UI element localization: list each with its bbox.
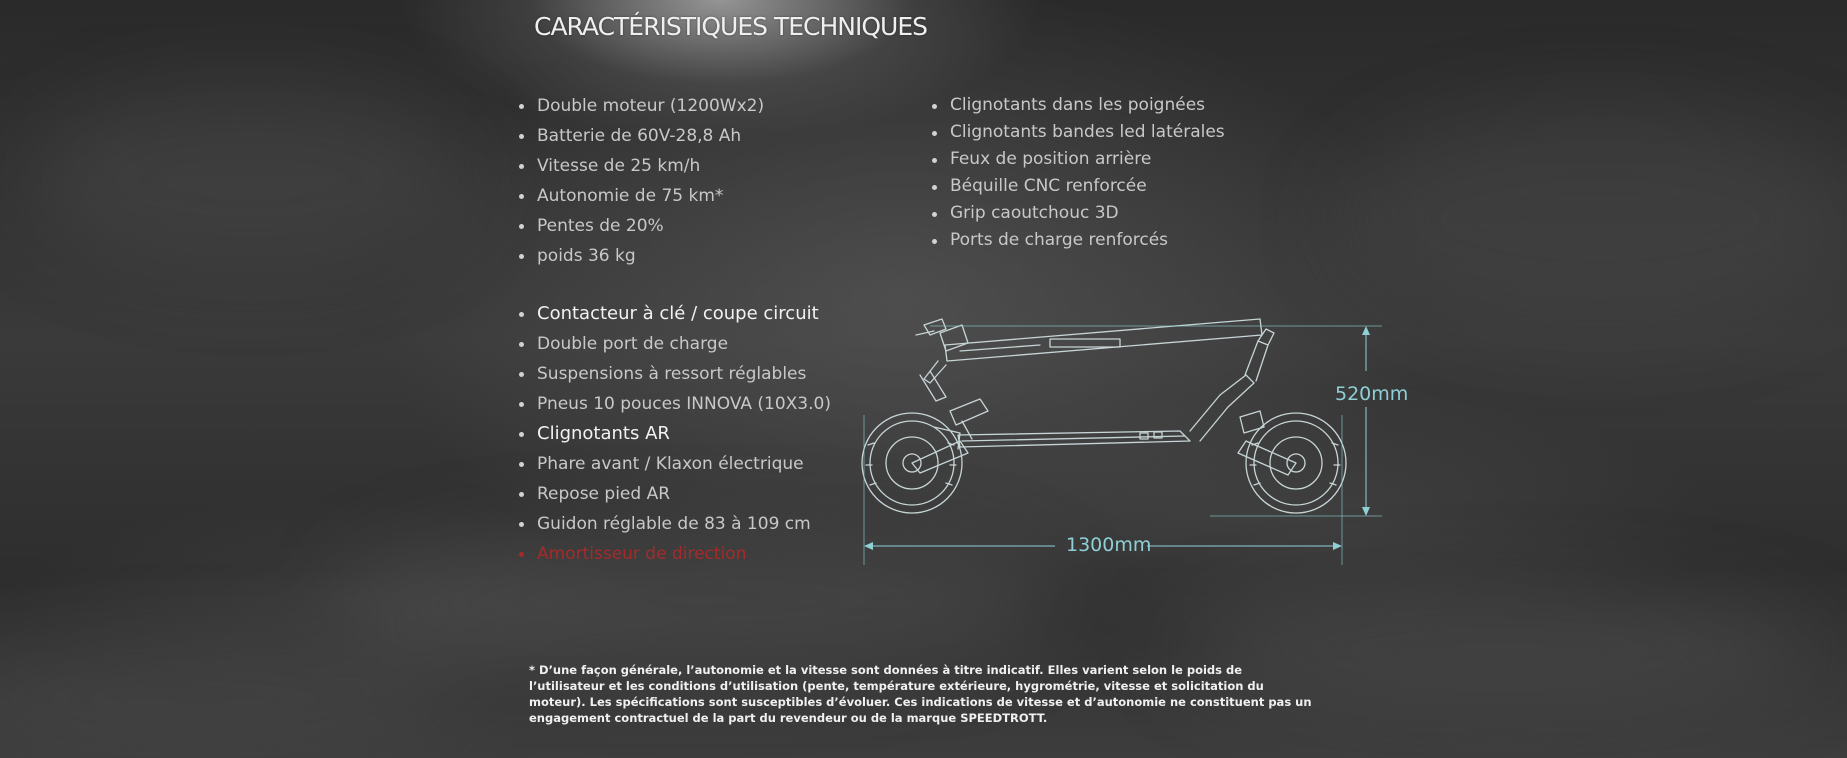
list-item: Suspensions à ressort réglables xyxy=(517,359,831,389)
list-item: Repose pied AR xyxy=(517,479,831,509)
list-item: Batterie de 60V-28,8 Ah xyxy=(517,121,764,151)
specs-right-list xyxy=(930,92,1225,254)
list-item: Clignotants AR xyxy=(517,419,831,449)
list-item: Phare avant / Klaxon électrique xyxy=(517,449,831,479)
features-list xyxy=(517,299,831,569)
length-dimension-label: 1300mm xyxy=(1066,534,1152,556)
list-item: Clignotants dans les poignées xyxy=(930,92,1225,119)
list-item: Béquille CNC renforcée xyxy=(930,173,1225,200)
dimension-lines xyxy=(864,326,1382,565)
list-item: Feux de position arrière xyxy=(930,146,1225,173)
list-item: Pneus 10 pouces INNOVA (10X3.0) xyxy=(517,389,831,419)
list-item: Grip caoutchouc 3D xyxy=(930,200,1225,227)
list-item: Autonomie de 75 km* xyxy=(517,181,764,211)
list-item: Guidon réglable de 83 à 109 cm xyxy=(517,509,831,539)
scooter-dimensions-diagram xyxy=(850,315,1410,570)
footnote-disclaimer: * D’une façon générale, l’autonomie et la vitesse sont données à titre indicatif. Elles varient selon le poids de l’utilisateur et les conditions d’utilisation (pente, température extérieure, hygrométrie, vitesse et solicitation du moteur). Les spécifications sont susceptibles d’évoluer. Ces indications de vitesse et d’autonomie ne constituent pas un engagement contractuel de la part du revendeur ou de la marque SPEEDTROTT. xyxy=(529,663,1312,725)
list-item: Ports de charge renforcés xyxy=(930,227,1225,254)
list-item: poids 36 kg xyxy=(517,241,764,271)
list-item: Vitesse de 25 km/h xyxy=(517,151,764,181)
folded-scooter-icon xyxy=(862,319,1346,513)
list-item-highlight: Amortisseur de direction xyxy=(517,539,831,569)
list-item: Clignotants bandes led latérales xyxy=(930,119,1225,146)
page-title: CARACTÉRISTIQUES TECHNIQUES xyxy=(534,12,927,41)
height-dimension-label: 520mm xyxy=(1335,383,1409,405)
list-item: Contacteur à clé / coupe circuit xyxy=(517,299,831,329)
list-item: Double moteur (1200Wx2) xyxy=(517,91,764,121)
list-item: Double port de charge xyxy=(517,329,831,359)
list-item: Pentes de 20% xyxy=(517,211,764,241)
specs-left-list xyxy=(517,91,764,271)
